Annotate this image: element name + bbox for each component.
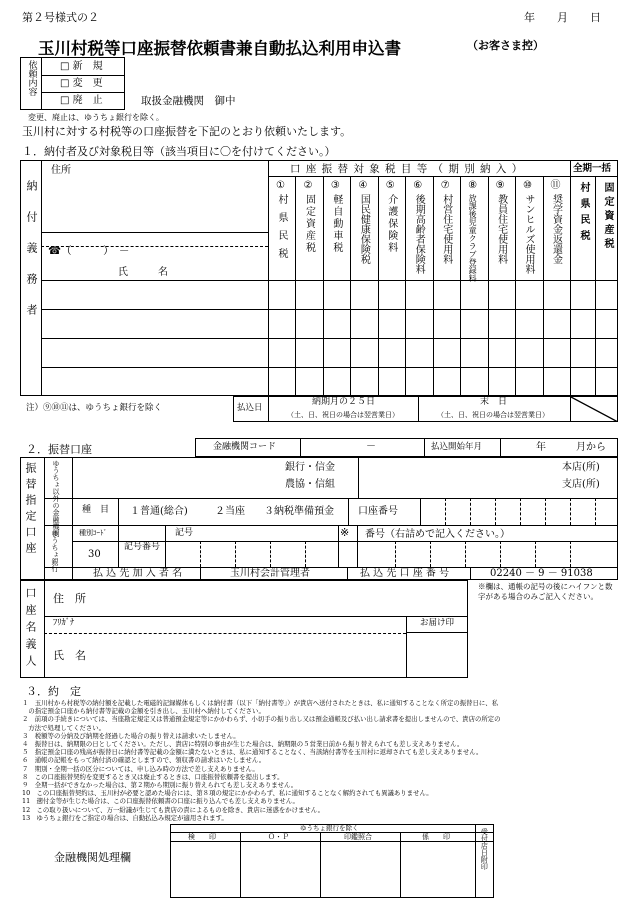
payee-account-number: 02240 － 9 － 91038 [490, 568, 593, 579]
payee-label: 払 込 先 加 入 者 名 [93, 568, 183, 579]
processing-col-staff-seal: 係 印 [422, 833, 450, 841]
yucho-except-label: ゆうちょ銀行を除く [300, 824, 359, 832]
holder-side-label: 口座名義人 [24, 587, 37, 672]
clause-line: 12 この取り扱いについて、万一紛議が生じても貴店の責によるものを除き、貴店に迷惑をかけません。 [22, 805, 324, 814]
clause-line: ６ 通帳の記帳をもって納付済の確認としますので、領収書の請求はいたしません。 [22, 756, 266, 765]
tax-item-num-2[interactable]: ② [303, 180, 313, 191]
tax-item-num-4[interactable]: ④ [358, 180, 368, 191]
lump-sum-header: 全期一括 [573, 163, 612, 174]
branch-type-2[interactable]: 支店(所) [562, 479, 600, 490]
clause-line: ４ 振替日は、納期限の日としてください。ただし、貴店に特別の事由が生じた場合は、納期限の５営業日前から振り替えられても差し支えありません。 [22, 740, 464, 748]
addressee: 取扱金融機関 御中 [141, 95, 236, 107]
clause-line: ２ 前項の手続きについては、当座勘定規定又は普通預金規定等にかかわらず、小切手の振り出し又は預金通帳及び払い出し請求書を提出しませんので、貴店の所定の [22, 715, 501, 724]
tax-item-label-1[interactable]: 村県民税 [276, 194, 287, 266]
intro-text: 玉川村に対する村税等の口座振替を下記のとおり依頼いたします。 [22, 125, 352, 138]
request-option-new[interactable]: □ 新 規 [60, 61, 103, 72]
account-type-label: 種 目 [82, 505, 110, 515]
clause-line: 方法で処理してください。 [22, 723, 106, 732]
bank-types-2[interactable]: 農協・信組 [285, 479, 335, 490]
tax-item-label-4[interactable]: 国民健康保険税 [358, 194, 370, 264]
clause-line: ７ 期別・全期一括の区分については、申し込み時の方法で差し支えありません。 [22, 764, 259, 773]
payday-option-end-note: （土、日、祝日の場合は翌営業日） [437, 411, 549, 419]
account-type-ordinary[interactable]: １普通(総合) [130, 506, 188, 517]
tax-item-num-7[interactable]: ⑦ [440, 180, 450, 191]
holder-table [20, 580, 468, 678]
tax-item-label-10[interactable]: サンヒルズ使用料 [523, 194, 535, 274]
clause-line: の指定預金口座から納付書等記載の金額を引き出し、玉川村へ納付してください。 [22, 707, 265, 716]
clause-line: ８ この口座振替契約を変更するとき又は廃止するときは、口座振替依頼書を提出します。 [22, 772, 284, 781]
tax-item-num-10[interactable]: ⑩ [523, 180, 533, 191]
tax-item-label-9[interactable]: 教員住宅使用料 [495, 194, 507, 264]
processing-col-inspect: 検 印 [188, 833, 216, 841]
payday-option-25th[interactable]: 納期月の２５日 [312, 397, 376, 407]
furigana-label: ﾌﾘｶﾞﾅ [53, 618, 75, 628]
tax-item-label-11[interactable]: 奨学資金返還金 [550, 194, 562, 264]
tax-item-label-5[interactable]: 介護保険料 [385, 194, 397, 254]
lump-item-resident-tax: 村県民税 [578, 182, 589, 246]
receipt-date-stamp-label: 受付店日附印 [480, 828, 489, 870]
bank-types-1[interactable]: 銀行・信金 [285, 462, 335, 473]
request-option-cancel[interactable]: □ 廃 止 [60, 95, 103, 106]
kind-code-label: 種別ｺｰﾄﾞ [79, 529, 107, 537]
section2-heading: ２．振替口座 [26, 443, 92, 456]
holder-address-label: 住 所 [53, 592, 86, 605]
page-title: 玉川村税等口座振替依頼書兼自動払込利用申込書 [38, 39, 401, 58]
holder-name-label: 氏 名 [53, 649, 86, 662]
request-type-label: 依頼内容 [26, 60, 37, 96]
processing-label: 金融機関処理欄 [54, 851, 131, 864]
account-table [20, 457, 618, 580]
payday-option-25th-note: （土、日、祝日の場合は翌営業日） [287, 411, 399, 419]
lump-item-property-tax: 固定資産税 [602, 182, 613, 252]
form-number: 第２号様式の２ [22, 11, 99, 24]
payee-name: 玉川村会計管理者 [230, 568, 310, 579]
tax-item-num-5[interactable]: ⑤ [385, 180, 395, 191]
tax-item-label-2[interactable]: 固定資産税 [303, 194, 315, 254]
kind-code-value: 30 [88, 549, 101, 560]
date-field: 年 月 日 [524, 11, 601, 24]
tax-item-num-3[interactable]: ③ [330, 180, 340, 191]
start-month-label: 払込開始年月 [431, 442, 483, 452]
account-number-label: 口座番号 [358, 506, 398, 517]
yucho-label: ゆうちょ銀行 [51, 530, 59, 572]
account-type-tax-reserve[interactable]: ３納税準備預金 [264, 506, 334, 517]
clause-line: 13 ゆうちょ銀行をご指定の場合は、自動払込み規定が適用されます。 [22, 813, 228, 822]
seal-label: お届け印 [420, 618, 455, 628]
kome-note: ※欄は、通帳の記号の後にハイフンと数字がある場合のみご記入ください。 [478, 582, 613, 602]
payday-option-end[interactable]: 末 日 [480, 397, 508, 407]
section1-heading: １．納付者及び対象税目等（該当項目に〇を付けてください。） [22, 145, 336, 158]
diagonal-strike [571, 397, 618, 422]
start-month-field[interactable]: 年 月から [536, 442, 606, 453]
branch-type-1[interactable]: 本店(所) [562, 462, 600, 473]
clause-line: １ 玉川村から村税等の納付額を記載した電磁的記録媒体もしくは納付書（以下「納付書等」）が貴店へ送付されたときは、私に通知することなく所定の振替日に、私 [22, 699, 499, 707]
record-number-label: 記号番号 [124, 542, 161, 552]
tax-item-num-11[interactable]: ⑪ [550, 180, 561, 191]
number-label: 番号（右詰めで記入ください。） [365, 529, 510, 540]
section3-heading: ３．約 定 [26, 685, 81, 698]
account-type-current[interactable]: ２当座 [215, 506, 245, 517]
tax-item-label-8[interactable]: 放課後児童クラブ登録料 [468, 194, 478, 282]
phone-field[interactable]: ☎（ ） － [48, 245, 130, 257]
processing-col-seal-check: 印鑑照合 [344, 833, 372, 841]
tax-header: 口 座 振 替 対 象 税 目 等 （ 期 別 納 入 ） [290, 163, 524, 175]
request-note: 変更、廃止は、ゆうちょ銀行を除く。 [28, 113, 164, 122]
clause-line: 11 遡付金等が生じた場合は、この口座振替依頼書の口座に振り込んでも差し支えありません。 [22, 797, 299, 806]
tax-item-label-3[interactable]: 軽自動車税 [330, 194, 342, 254]
request-option-change[interactable]: □ 変 更 [60, 78, 103, 89]
payer-label: 納付義務者 [25, 180, 38, 335]
clause-line: ９ 全期一括ができなかった場合は、第２期から期別に振り替えられても差し支えありません。 [22, 781, 298, 789]
tax-item-num-1[interactable]: ① [276, 180, 285, 191]
kome-mark: ※ [340, 526, 350, 539]
tax-item-label-6[interactable]: 後期高齢者保険料 [413, 194, 425, 274]
bank-code-separator: － [366, 441, 376, 452]
mark-label: 記号 [175, 528, 194, 538]
tax-item-num-9[interactable]: ⑨ [495, 180, 505, 191]
clause-line: ３ 税額等の分納及び納期を経過した場合の振り替えは請求いたしません。 [22, 731, 240, 740]
payee-account-label: 払 込 先 口 座 番 号 [360, 568, 450, 579]
section1-note: 注）⑨⑩⑪は、ゆうちょ銀行を除く [26, 403, 163, 413]
bank-code-label: 金融機関コード [213, 442, 277, 452]
page-subtitle: （お客さま控） [467, 39, 544, 52]
clause-line: 10 この口座振替契約は、玉川村が必要と認めた場合には、第８項の規定にかかわらず、私に通知することなく解約されても異議ありません。 [22, 789, 433, 798]
processing-col-op: Ｏ・Ｐ [268, 833, 289, 841]
bank-other-label: ゆうちょ以外の金融機関 [52, 460, 60, 537]
tax-item-label-7[interactable]: 村営住宅使用料 [440, 194, 452, 264]
tax-item-num-6[interactable]: ⑥ [413, 180, 423, 191]
tax-item-num-8[interactable]: ⑧ [468, 180, 478, 191]
payday-label: 払込日 [237, 403, 263, 413]
clause-line: ５ 指定預金口座の残高が振替日に納付書等記載の金額に満たないときは、私に通知することなく、当該納付書等を玉川村に返却されても差し支えありません。 [22, 748, 483, 757]
address-label: 住所 [51, 165, 71, 176]
name-label: 氏 名 [118, 267, 168, 278]
account-side-label: 振替指定口座 [24, 462, 37, 558]
